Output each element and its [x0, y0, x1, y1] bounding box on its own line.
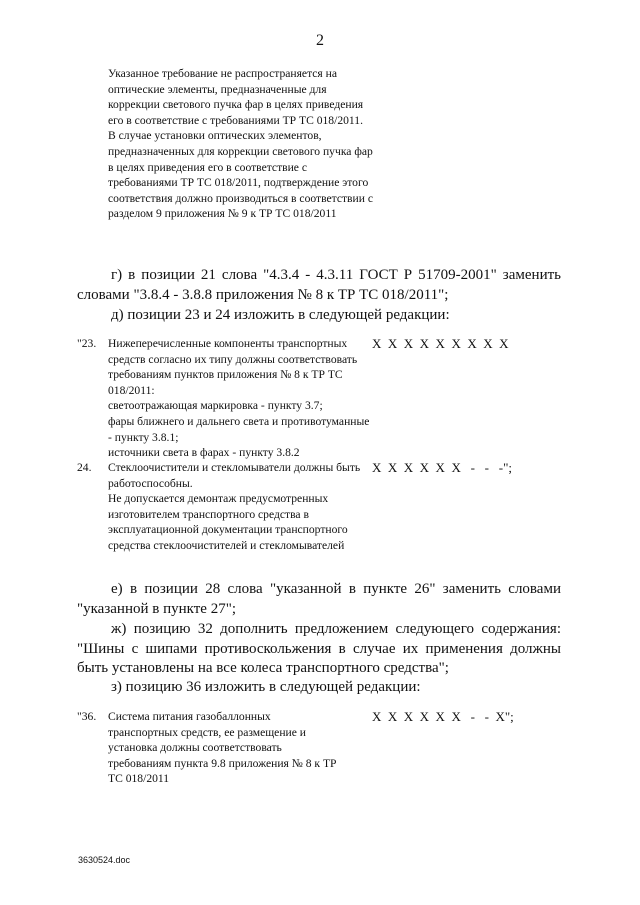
row-36-number: "36.: [77, 710, 97, 723]
row-23-line: Нижеперечисленные компоненты транспортных средств согласно их типу должны соответствовать требованиям пунктов приложения № 8 к ТР ТС 018/2011:: [108, 337, 358, 397]
amendment-e: е) в позиции 28 слова "указанной в пункте 26" заменить словами "указанной в пункте 27";: [77, 581, 561, 617]
page-number: 2: [316, 32, 324, 49]
amendment-z: з) позицию 36 изложить в следующей редакции:: [111, 679, 421, 695]
row-36-line: Система питания газобаллонных транспортных средств, ее размещение и установка должны соответствовать требованиям пункта 9.8 приложения № 8 к ТР ТС 018/2011: [108, 710, 337, 786]
row-23-line: светоотражающая маркировка - пункту 3.7;: [108, 399, 323, 413]
row-24-number: 24.: [77, 461, 92, 474]
row-24-line: Не допускается демонтаж предусмотренных изготовителем транспортного средства в эксплуатационной документации транспортного средства стеклоочистителей и стекломывателей: [108, 492, 348, 552]
intro-block: [108, 66, 378, 222]
row-24-marks: X X X X X X - - -";: [372, 460, 512, 475]
row-23-marks: X X X X X X X X X: [372, 336, 509, 351]
row-36-marks: X X X X X X - - X";: [372, 709, 514, 724]
row-23-number: "23.: [77, 337, 97, 350]
row-23-line: источники света в фарах - пункту 3.8.2: [108, 446, 300, 460]
row-23-text: [108, 336, 370, 461]
intro-paragraph: Указанное требование не распространяется на оптические элементы, предназначенные для коррекции светового пучка фар в целях приведения его в соответствие с требованиями ТР ТС 018/2011.: [108, 67, 364, 127]
row-24-text: [108, 460, 370, 554]
row-24-line: Стеклоочистители и стекломыватели должны быть работоспособны.: [108, 461, 361, 490]
amendment-g: г) в позиции 21 слова "4.3.4 - 4.3.11 ГОСТ Р 51709-2001" заменить словами "3.8.4 - 3.8.8 приложения № 8 к ТР ТС 018/2011";: [77, 267, 561, 303]
row-23-line: фары ближнего и дальнего света и противотуманные - пункту 3.8.1;: [108, 414, 370, 444]
intro-paragraph: В случае установки оптических элементов, предназначенных для коррекции светового пучка фар в целях приведения его в соответствие с требованиями ТР ТС 018/2011, подтверждение этого соответствия должно производиться в соответствии с разделом 9 приложения № 9 к ТР ТС 018/2011: [108, 129, 373, 221]
document-filename: 3630524.doc: [78, 855, 131, 865]
amendment-zh: ж) позицию 32 дополнить предложением следующего содержания: "Шины с шипами противоскольжения в случае их применения должны быть установлены на все колеса транспортного средства";: [77, 621, 561, 676]
amendment-d: д) позиции 23 и 24 изложить в следующей редакции:: [111, 307, 450, 323]
row-36-text: [108, 709, 342, 787]
